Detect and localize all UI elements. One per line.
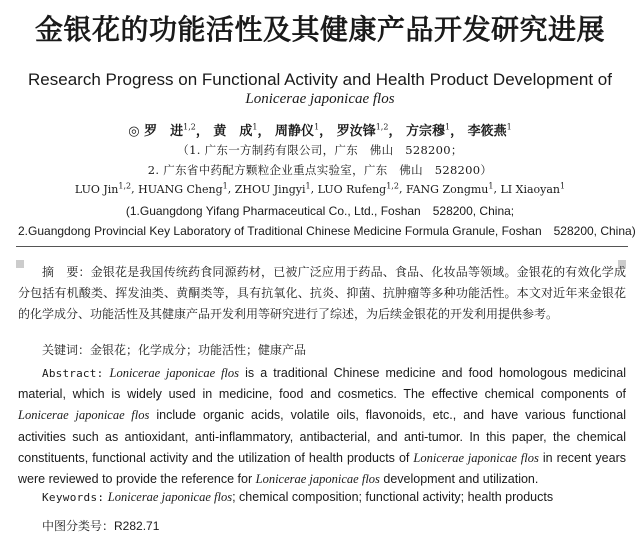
affiliation-cn-1: （1. 广东一方制药有限公司，广东 佛山 528200； xyxy=(177,143,463,157)
abstract-en-text-2: include organic acids, volatile oils, flavonoids, etc., and have various functional activities such as antioxidant, anti-inflammatory, antibacterial, and anti-tumor. In this paper, the chemical constituents, functional activity and the utilization of health products of xyxy=(18,408,626,465)
abstract-en-text-1: is a traditional Chinese medicine and food homologous medicinal material, which is widely used in medicine, food and cosmetics. The effective chemical components of xyxy=(18,366,626,402)
keywords-en-rest: ; chemical composition; functional activity; health products xyxy=(232,490,554,504)
species-name: Lonicerae japonicae flos xyxy=(255,472,380,487)
authors-english: LUO Jin$^{1,2}$, HUANG Cheng$^1$, ZHOU Jingyi$^1$, LUO Rufeng$^{1,2}$, FANG Zongmu$^1$, LI Xiaoyan$^1$ xyxy=(74,181,566,196)
affiliation-en-2: 2.Guangdong Provincial Key Laboratory of Traditional Chinese Medicine Formula Granule, Foshan 528200, China) xyxy=(18,224,636,238)
clc-value: R282.71 xyxy=(114,519,160,533)
abstract-en-text-4: development and utilization. xyxy=(379,472,539,487)
author-en-3: ZHOU Jingyi$^1$ xyxy=(234,181,311,196)
keywords-english xyxy=(42,490,553,505)
title-english-line2: Lonicerae japonicae flos xyxy=(245,91,395,107)
keywords-en-species: Lonicerae japonicae flos xyxy=(107,490,233,504)
species-name: Lonicerae japonicae flos xyxy=(413,450,539,465)
title-english-line1: Research Progress on Functional Activity and Health Product Development of xyxy=(28,70,612,89)
abstract-en-text-3: in recent years were reviewed to provide the reference for xyxy=(18,450,626,487)
abstract-en-label: Abstract: xyxy=(42,367,104,380)
section-divider xyxy=(16,246,628,247)
author-cn-6: 李筱燕$^1$ xyxy=(467,122,512,139)
species-name: Lonicerae japonicae flos xyxy=(109,366,240,380)
author-en-6: LI Xiaoyan$^1$ xyxy=(500,181,566,196)
author-en-2: HUANG Cheng$^1$ xyxy=(138,181,228,196)
species-name: Lonicerae japonicae flos xyxy=(18,408,150,423)
abstract-cn-label: 摘 要： xyxy=(42,265,91,279)
affiliation-cn-2: 2. 广东省中药配方颗粒企业重点实验室，广东 佛山 528200） xyxy=(147,163,493,177)
authors-chinese: ◎ 罗 进$^{1,2}$， 黄 成$^1$， 周静仪$^1$， 罗汝锋$^{1,2}$， 方宗穆$^1$， 李筱燕$^1$ xyxy=(128,122,512,139)
author-en-1: LUO Jin$^{1,2}$ xyxy=(74,181,132,196)
keywords-cn-text: 金银花；化学成分；功能活性；健康产品 xyxy=(90,343,307,357)
classification-number xyxy=(42,517,159,534)
abstract-english xyxy=(18,363,626,490)
affiliation-en-1: (1.Guangdong Yifang Pharmaceutical Co., Ltd., Foshan 528200, China; xyxy=(125,204,515,218)
author-cn-1: ◎ 罗 进$^{1,2}$ xyxy=(128,122,196,139)
clc-label: 中图分类号： xyxy=(42,519,115,533)
author-en-5: FANG Zongmu$^1$ xyxy=(405,181,494,196)
author-cn-3: 周静仪$^1$ xyxy=(275,122,320,139)
author-cn-4: 罗汝锋$^{1,2}$ xyxy=(336,122,389,139)
author-cn-2: 黄 成$^1$ xyxy=(213,122,258,139)
abstract-chinese xyxy=(18,262,626,325)
author-cn-5: 方宗穆$^1$ xyxy=(405,122,451,139)
keywords-cn-label: 关键词： xyxy=(42,343,91,357)
author-en-4: LUO Rufeng$^{1,2}$ xyxy=(317,181,399,196)
keywords-en-label: Keywords: xyxy=(42,491,105,504)
abstract-cn-text: 金银花是我国传统药食同源药材，已被广泛应用于药品、食品、化妆品等领域。金银花的有效化学成分包括有机酸类、挥发油类、黄酮类等，具有抗氧化、抗炎、抑菌、抗肿瘤等多种功能活性。本文对近年来金银花的化学成分、功能活性及其健康产品开发利用等研究进行了综述，为后续金银花的开发利用提供参考。 xyxy=(18,265,626,321)
title-chinese: 金银花的功能活性及其健康产品开发研究进展 xyxy=(34,13,605,46)
keywords-chinese xyxy=(42,341,306,358)
